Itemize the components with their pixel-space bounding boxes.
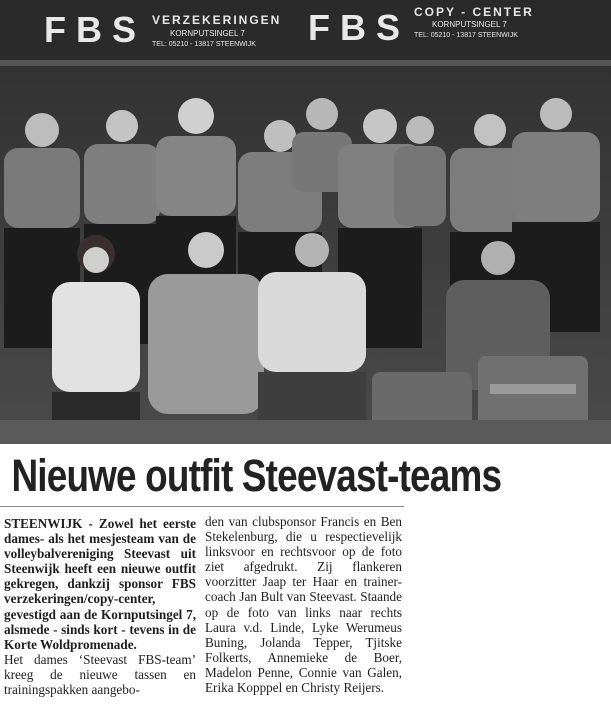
banner-left-company: VERZEKERINGEN bbox=[152, 13, 282, 27]
headline-divider bbox=[0, 506, 404, 507]
banner-left-phone: TEL: 05210 - 13817 STEENWIJK bbox=[152, 41, 256, 48]
banner-right-phone: TEL: 05210 - 13817 STEENWIJK bbox=[414, 32, 518, 39]
article-column-2 bbox=[205, 514, 402, 695]
empty-area bbox=[404, 506, 611, 728]
article-paragraph-start: Het dames ‘Steevast FBS-team’ kreeg de nieuwe tassen en trainingspakken aangebo- bbox=[4, 651, 196, 698]
banner-right-logo: FBS bbox=[308, 7, 410, 48]
article-column-1 bbox=[4, 516, 196, 697]
article-headline: Nieuwe outfit Steevast-teams bbox=[11, 450, 502, 501]
banner-right-company: COPY - CENTER bbox=[414, 5, 534, 19]
banner-left-address: KORNPUTSINGEL 7 bbox=[170, 29, 245, 38]
banner-left-logo: FBS bbox=[44, 9, 146, 50]
article-paragraph-continued: den van clubsponsor Francis en Ben Stekelenburg, die u respectievelijk linksvoor en rechtsvoor op de foto ziet afgedrukt. Zij flankeren voorzitter Jaap ter Haar en trainer-coach Jan Bult van Steevast. Staande op de foto van links naar rechts Laura v.d. Linde, Lyke Werumeus Buning, Jolanda Tepper, Tjitske Folkerts, Annemieke de Boer, Madelon Penne, Connie van Galen, Erika Kopppel en Christy Reijers. bbox=[205, 514, 402, 696]
banner-right-address: KORNPUTSINGEL 7 bbox=[432, 20, 507, 29]
article-lead: STEENWIJK - Zowel het eerste dames- als het mesjesteam van de volleybalvereniging Steevast uit Steenwijk heeft een nieuwe outfit gekregen, dankzij sponsor FBS verzekeringen/copy-center, gevestigd aan de Kornputsingel 7, alsmede - sinds kort - tevens in de Korte Woldpromenade. bbox=[4, 516, 196, 652]
